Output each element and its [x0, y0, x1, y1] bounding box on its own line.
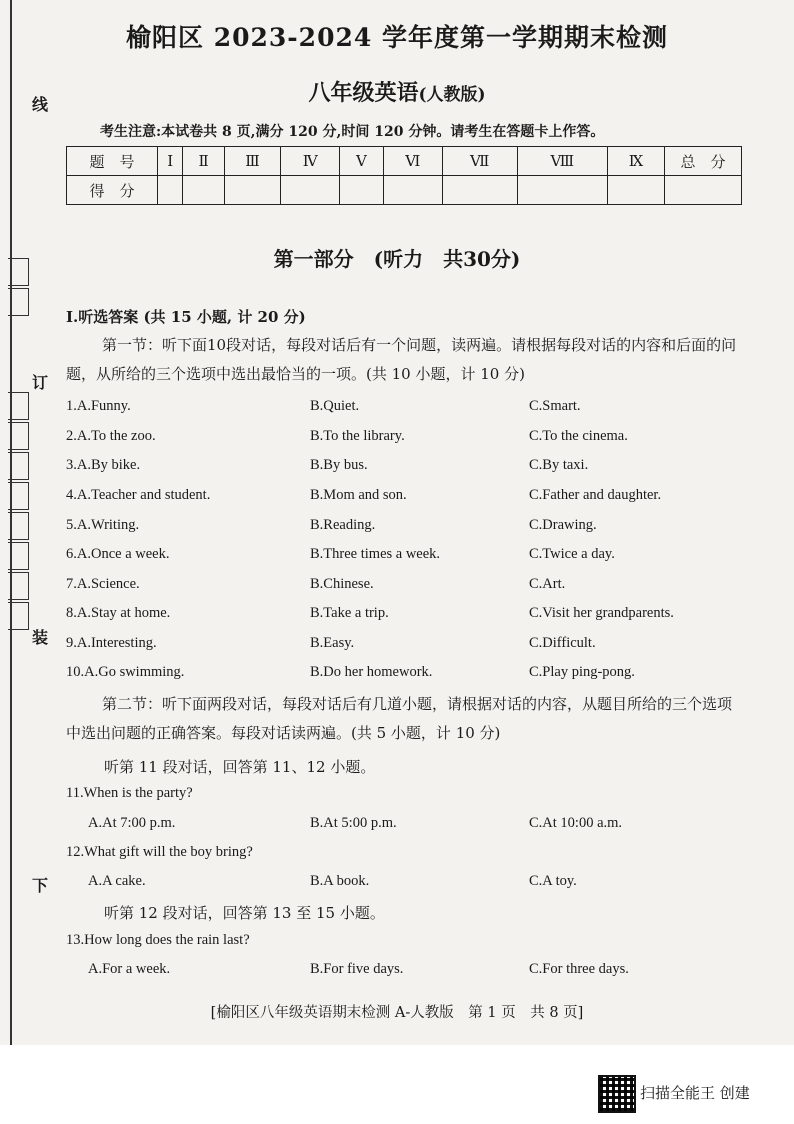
- score-table-label: 题 号: [67, 147, 158, 176]
- qr-code-icon: [598, 1075, 636, 1113]
- question-option-b: B.Mom and son.: [310, 487, 407, 503]
- binding-char-zhuang: 装: [32, 628, 49, 647]
- binding-box: [8, 512, 29, 540]
- score-cell: [158, 176, 183, 205]
- question-option-c: C.Drawing.: [529, 517, 597, 533]
- score-col: Ⅲ: [224, 147, 281, 176]
- binding-char-xian: 线: [32, 95, 49, 114]
- listen-instruction-12: 听第 12 段对话，回答第 13 至 15 小题。: [104, 904, 385, 922]
- question-option-b: B.Easy.: [310, 635, 355, 651]
- question-stem-13: 13.How long does the rain last?: [66, 932, 250, 948]
- section-title: Ⅰ.听选答案 (共 15 小题, 计 20 分): [66, 308, 306, 326]
- question-option-c: C.By taxi.: [529, 457, 589, 473]
- section-instruction-1: 第一节：听下面10段对话，每段对话后有一个问题，读两遍。请根据每段对话的内容和后面的问题，从所给的三个选项中选出最恰当的一项。(共 10 小题，计 10 分): [66, 336, 737, 383]
- question-option-c: C.Visit her grandparents.: [529, 605, 674, 621]
- question-option-b: B.For five days.: [310, 961, 404, 977]
- question-option-a: A.For a week.: [88, 961, 171, 977]
- question-stem-11: 11.When is the party?: [66, 785, 193, 801]
- question-option-a: 6.A.Once a week.: [66, 546, 170, 562]
- binding-char-ding: 订: [32, 373, 49, 392]
- binding-box: [8, 602, 29, 630]
- binding-box: [8, 482, 29, 510]
- score-col: Ⅳ: [281, 147, 340, 176]
- binding-char-xia: 下: [32, 876, 49, 895]
- question-option-c: C.Twice a day.: [529, 546, 615, 562]
- question-option-a: 5.A.Writing.: [66, 517, 140, 533]
- binding-box: [8, 422, 29, 450]
- question-option-c: C.For three days.: [529, 961, 629, 977]
- question-option-a: 3.A.By bike.: [66, 457, 141, 473]
- question-option-b: B.By bus.: [310, 457, 368, 473]
- question-option-b: B.To the library.: [310, 428, 405, 444]
- binding-box: [8, 392, 29, 420]
- score-col: I: [158, 147, 183, 176]
- score-cell: [281, 176, 340, 205]
- score-col: Ⅵ: [383, 147, 442, 176]
- score-col: V: [340, 147, 384, 176]
- score-col: Ⅸ: [608, 147, 665, 176]
- question-option-a: 7.A.Science.: [66, 576, 140, 592]
- question-option-a: 4.A.Teacher and student.: [66, 487, 211, 503]
- score-cell: [608, 176, 665, 205]
- exam-title: 榆阳区 2023-2024 学年度第一学期期末检测: [126, 23, 668, 52]
- question-option-c: C.Smart.: [529, 398, 581, 414]
- exam-notice: 考生注意:本试卷共 8 页,满分 120 分,时间 120 分钟。请考生在答题卡上作答。: [100, 124, 605, 140]
- exam-subtitle: [0, 76, 794, 107]
- question-option-b: B.Quiet.: [310, 398, 360, 414]
- score-table: [66, 146, 742, 205]
- score-col-total: 总 分: [665, 147, 742, 176]
- part-title: 第一部分 (听力 共30分): [273, 247, 521, 271]
- question-option-c: C.Difficult.: [529, 635, 596, 651]
- question-option-a: 9.A.Interesting.: [66, 635, 157, 651]
- question-option-a: 10.A.Go swimming.: [66, 664, 185, 680]
- binding-box: [8, 572, 29, 600]
- question-option-c: C.At 10:00 a.m.: [529, 815, 623, 831]
- binding-box: [8, 288, 29, 316]
- subtitle-main: 八年级英语: [308, 80, 419, 106]
- question-option-b: B.At 5:00 p.m.: [310, 815, 397, 831]
- question-option-b: B.A book.: [310, 873, 370, 889]
- question-option-b: B.Three times a week.: [310, 546, 441, 562]
- question-option-b: B.Do her homework.: [310, 664, 433, 680]
- score-table-header-row: [67, 147, 742, 176]
- score-col: Ⅶ: [442, 147, 517, 176]
- question-option-c: C.Art.: [529, 576, 566, 592]
- question-option-a: A.At 7:00 p.m.: [88, 815, 176, 831]
- question-option-b: B.Take a trip.: [310, 605, 389, 621]
- scanner-watermark: 扫描全能王 创建: [640, 1084, 750, 1102]
- question-option-c: C.A toy.: [529, 873, 577, 889]
- question-option-a: 2.A.To the zoo.: [66, 428, 156, 444]
- page-footer: [榆阳区八年级英语期末检测 A-人教版 第 1 页 共 8 页]: [210, 1005, 584, 1021]
- score-cell: [340, 176, 384, 205]
- score-cell: [183, 176, 224, 205]
- score-cell: [224, 176, 281, 205]
- subtitle-edition: (人教版): [418, 85, 486, 105]
- question-option-c: C.Father and daughter.: [529, 487, 662, 503]
- question-option-c: C.Play ping-pong.: [529, 664, 635, 680]
- score-col: Ⅷ: [517, 147, 608, 176]
- question-option-a: A.A cake.: [88, 873, 146, 889]
- question-option-b: B.Chinese.: [310, 576, 374, 592]
- score-cell: [517, 176, 608, 205]
- binding-box: [8, 452, 29, 480]
- section-instruction-2: 第二节：听下面两段对话，每段对话后有几道小题，请根据对话的内容，从题目所给的三个选项中选出问题的正确答案。每段对话读两遍。(共 5 小题，计 10 分): [66, 695, 733, 742]
- question-stem-12: 12.What gift will the boy bring?: [66, 844, 253, 860]
- question-option-a: 8.A.Stay at home.: [66, 605, 171, 621]
- question-option-b: B.Reading.: [310, 517, 376, 533]
- listen-instruction-11: 听第 11 段对话，回答第 11、12 小题。: [104, 758, 376, 776]
- score-cell: [442, 176, 517, 205]
- score-col: Ⅱ: [183, 147, 224, 176]
- score-table-score-row: [67, 176, 742, 205]
- binding-box: [8, 542, 29, 570]
- question-option-c: C.To the cinema.: [529, 428, 628, 444]
- question-option-a: 1.A.Funny.: [66, 398, 131, 414]
- score-cell: [383, 176, 442, 205]
- score-cell: [665, 176, 742, 205]
- score-table-label: 得 分: [67, 176, 158, 205]
